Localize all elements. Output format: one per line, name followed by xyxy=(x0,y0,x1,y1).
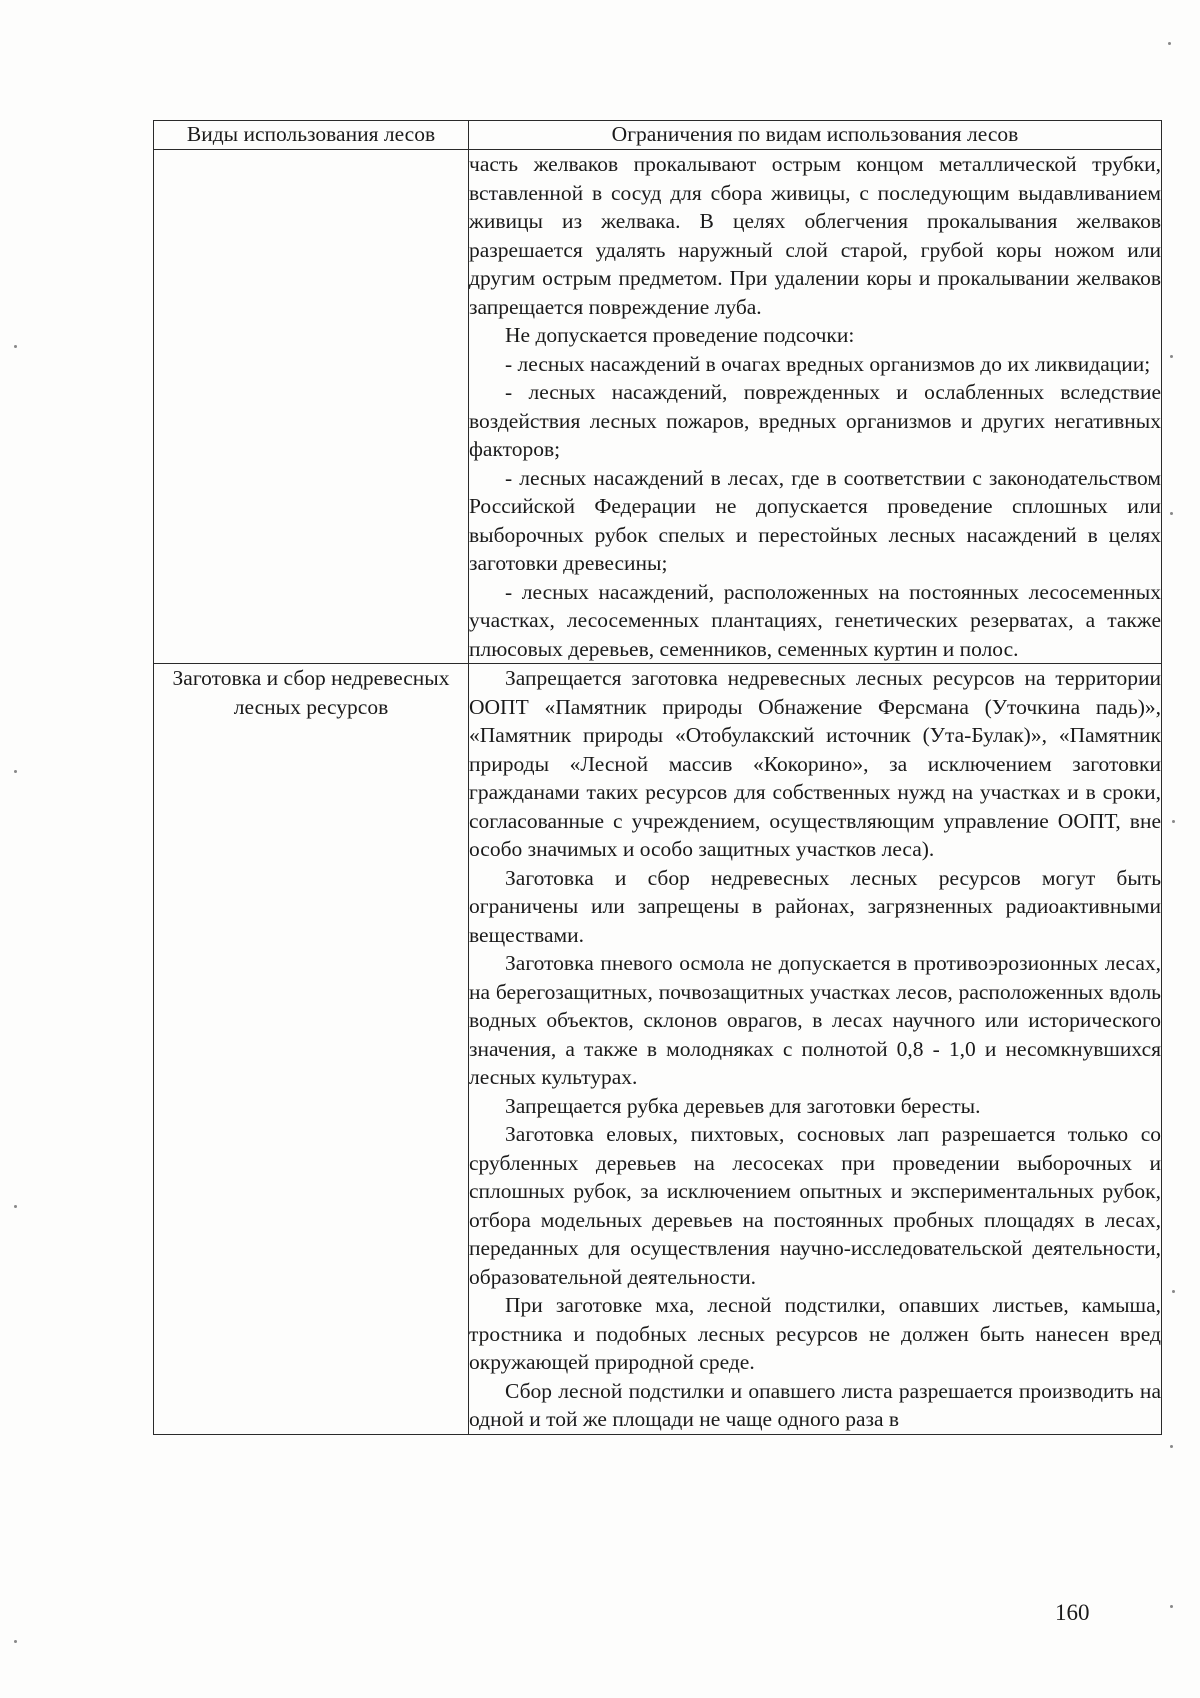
scan-speck xyxy=(14,770,17,773)
paragraph: Не допускается проведение подсочки: xyxy=(505,323,855,347)
scan-speck xyxy=(1170,355,1173,358)
scan-speck xyxy=(1170,1445,1173,1448)
paragraph: При заготовке мха, лесной подстилки, опавших листьев, камыша, тростника и подобных лесных ресурсов не должен быть нанесен вред окружающей природной среде. xyxy=(469,1293,1161,1374)
page-number: 160 xyxy=(1055,1600,1090,1625)
paragraph: Запрещается заготовка недревесных лесных ресурсов на территории ООПТ «Памятник природы Обнажение Ферсмана (Уточкина падь)», «Памятник природы «Отобулакский источник (Ута-Булак)», «Памятник природы «Лесной массив «Кокорино», за исключением заготовки гражданами таких ресурсов для собственных нужд на участках и в сроки, согласованные с учреждением, осуществляющим управление ООПТ, вне особо значимых и особо защитных участков леса). xyxy=(469,666,1161,861)
paragraph: Заготовка и сбор недревесных лесных ресурсов могут быть ограничены или запрещены в районах, загрязненных радиоактивными веществами. xyxy=(469,865,1161,947)
scan-speck xyxy=(14,345,17,348)
paragraph: Сбор лесной подстилки и опавшего листа разрешается производить на одной и той же площади не чаще одного раза в xyxy=(469,1378,1161,1431)
paragraph: Запрещается рубка деревьев для заготовки бересты. xyxy=(505,1093,981,1118)
list-item: - лесных насаждений, расположенных на постоянных лесосеменных участках, лесосеменных плантациях, генетических резерватах, а также плюсовых деревьев, семенников, семенных куртин и полос. xyxy=(469,579,1161,661)
table-row xyxy=(154,150,1162,664)
restrictions-cell xyxy=(469,664,1162,1435)
paragraph: Заготовка еловых, пихтовых, сосновых лап разрешается только со срубленных деревьев на лесосеках при проведении выборочных и сплошных рубок, за исключением опытных и экспериментальных рубок, отбора модельных деревьев на постоянных пробных площадях в лесах, переданных для осуществления научно-исследовательской деятельности, образовательной деятельности. xyxy=(469,1122,1161,1289)
forest-use-type-cell xyxy=(154,150,469,664)
paragraph: Заготовка пневого осмола не допускается в противоэрозионных лесах, на берегозащитных, почвозащитных участках лесов, расположенных вдоль водных объектов, склонов оврагов, в лесах научного или исторического значения, а также в молодняках с полнотой 0,8 - 1,0 и несомкнувшихся лесных культурах. xyxy=(469,951,1161,1089)
scan-speck xyxy=(1172,1290,1175,1293)
scan-speck xyxy=(1170,1605,1173,1608)
restrictions-cell xyxy=(469,150,1162,664)
scan-speck xyxy=(14,1640,17,1643)
table-header-row xyxy=(154,121,1162,150)
table-row xyxy=(154,664,1162,1435)
header-restrictions: Ограничения по видам использования лесов xyxy=(469,121,1162,150)
scan-speck xyxy=(1172,820,1175,823)
restrictions-table xyxy=(153,120,1162,1435)
list-item: - лесных насаждений в очагах вредных организмов до их ликвидации; xyxy=(505,351,1151,376)
header-forest-use-types: Виды использования лесов xyxy=(154,121,469,150)
list-item: - лесных насаждений в лесах, где в соответствии с законодательством Российской Федерации не допускается проведение сплошных или выборочных рубок спелых и перестойных лесных насаждений в целях заготовки древесины; xyxy=(469,465,1161,575)
scan-speck xyxy=(1170,512,1173,515)
scan-speck xyxy=(14,1205,17,1208)
paragraph: часть желваков прокалывают острым концом металлической трубки, вставленной в сосуд для сбора живицы, с последующим выдавливанием живицы из желвака. В целях облегчения прокалывания желваков разрешается удалять наружный слой старой, грубой коры ножом или другим острым предметом. При удалении коры и прокалывании желваков запрещается повреждение луба. xyxy=(469,152,1161,319)
forest-use-type-cell: Заготовка и сбор недревесных лесных ресурсов xyxy=(154,664,469,1435)
scan-speck xyxy=(1168,42,1171,45)
list-item: - лесных насаждений, поврежденных и ослабленных вследствие воздействия лесных пожаров, вредных организмов и других негативных факторов; xyxy=(469,380,1161,461)
